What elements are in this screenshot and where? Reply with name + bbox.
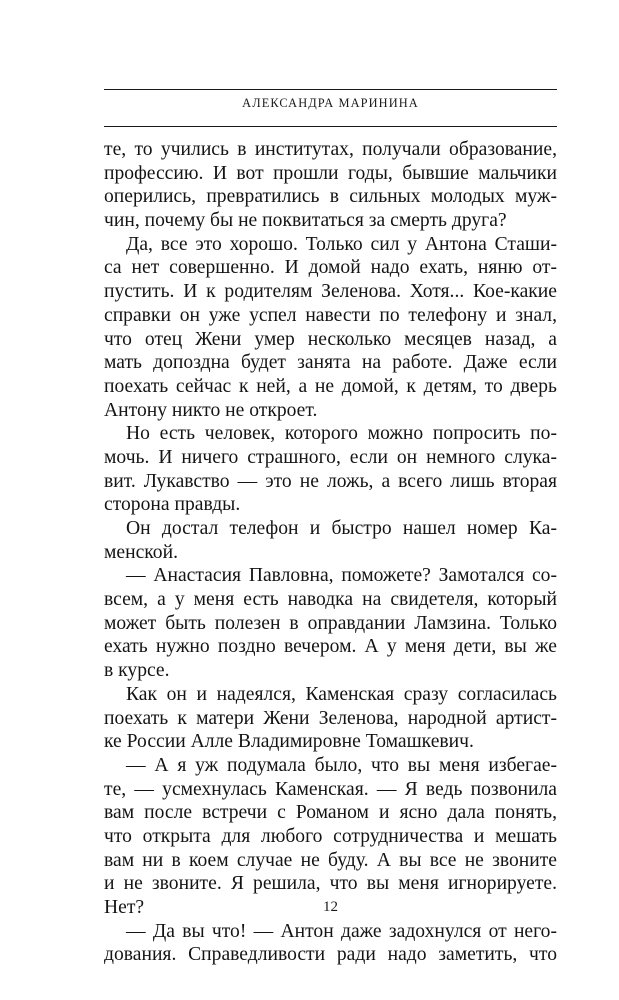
text-line: менской. [104,541,178,563]
text-line: ехать нужно поздно вечером. А у меня дети, вы же [104,636,557,658]
text-line: Да, все это хорошо. Только сил у Антона Сташи- [126,233,557,255]
text-line: и не звоните. Я решила, что вы меня игнорируете. [104,873,557,895]
text-line: сторона правды. [104,494,241,516]
text-line: вам после встречи с Романом и ясно дала понять, [104,802,557,824]
text-line: — Да вы что! — Антон даже задохнулся от него- [126,920,557,942]
text-line: всем, а у меня есть наводка на свидетеля, который [104,589,557,611]
text-line: профессию. И вот прошли годы, бывшие мальчики [104,162,557,184]
text-line: поехать к матери Жени Зеленова, народной артист- [104,707,557,729]
text-line: вам ни в коем случае не буду. А вы все не звоните [104,849,557,871]
text-line: оперились, превратились в сильных молодых муж- [104,186,557,208]
text-line: мать допоздна будет занята на работе. Даже если [104,352,557,374]
header-rule-bottom [104,126,557,127]
text-line: пустить. И к родителям Зеленова. Хотя... Кое-какие [104,281,557,303]
text-line: — Анастасия Павловна, поможете? Замотался со- [126,565,557,587]
text-line: Антону никто не откроет. [104,399,318,421]
text-line: — А я уж подумала было, что вы меня избегае- [126,754,557,776]
text-line: может быть полезен в оправдании Ламзина. Только [104,612,557,634]
text-line: чин, почему бы не поквитаться за смерть друга? [104,210,507,232]
text-line: поехать сейчас к ней, а не домой, к детям, то дверь [104,375,557,397]
text-line: мочь. И ничего страшного, если он немного слука- [104,446,557,468]
text-line: что отец Жени умер несколько месяцев назад, а [104,328,557,350]
text-line: ке России Алле Владимировне Томашкевич. [104,731,474,753]
text-line: справки он уже успел навести по телефону и знал, [104,304,557,326]
text-line: Как он и надеялся, Каменская сразу согласилась [126,683,557,705]
text-line: Нет? [104,897,145,918]
text-line: дования. Справедливости ради надо заметить, что [104,944,557,966]
text-line: Но есть человек, которого можно попросить по- [126,423,557,445]
text-line: в курсе. [104,660,170,682]
page-number: 12 [323,899,338,915]
running-head: АЛЕКСАНДРА МАРИНИНА [242,96,419,110]
header-rule-top [104,89,557,90]
text-line: вит. Лукавство — это не ложь, а всего лишь вторая [104,470,557,492]
text-line: что открыта для любого сотрудничества и мешать [104,825,557,847]
text-line: те, то учились в институтах, получали образование, [104,139,557,160]
text-line: те, — усмехнулась Каменская. — Я ведь позвонила [104,778,557,800]
text-line: са нет совершенно. И домой надо ехать, няню от- [104,257,557,279]
body-text [104,138,557,967]
text-line: Он достал телефон и быстро нашел номер Ка- [126,518,557,539]
